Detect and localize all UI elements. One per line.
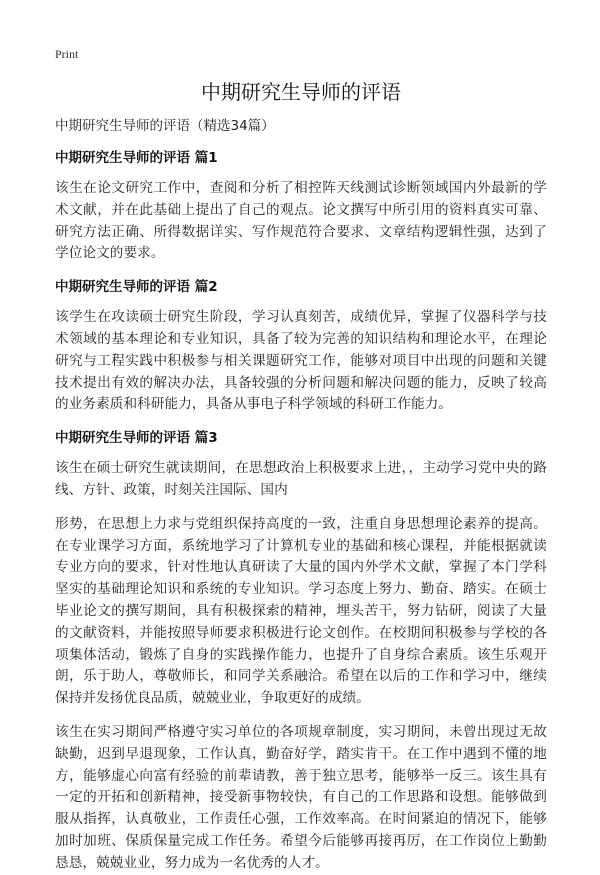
paragraph: 形势，在思想上力求与党组织保持高度的一致，注重自身思想理论素养的提高。在专业课学习方面，系统地学习了计算机专业的基础和核心课程，并能根据就读专业方向的要求，针对性地认真研读了大量的国内外学术文献，掌握了本门学科坚实的基础理论知识和系统的专业知识。学习态度上努力、勤奋、踏实。在硕士毕业论文的撰写期间，具有积极探索的精神，埋头苦干，努力钻研，阅读了大量的文献资料，并能按照导师要求积极进行论文创作。在校期间积极参与学校的各项集体活动，锻炼了自身的实践操作能力，也提升了自身综合素质。该生乐观开朗，乐于助人，尊敬师长，和同学关系融洽。希望在以后的工作和学习中，继续保持并发扬优良品质，兢兢业业，争取更好的成绩。 [55,515,547,707]
section-3 [55,428,547,874]
section-heading: 中期研究生导师的评语 篇3 [55,430,218,447]
section-heading: 中期研究生导师的评语 篇1 [55,150,218,166]
print-link[interactable]: Print [55,47,79,61]
document-page [55,44,547,875]
page-title: 中期研究生导师的评语 [201,80,401,104]
document-subtitle: 中期研究生导师的评语（精选34篇） [55,118,275,134]
section-heading: 中期研究生导师的评语 篇2 [55,279,218,296]
paragraph: 该生在硕士研究生就读期间，在思想政治上积极要求上进，，主动学习党中央的路线、方针、政策，时刻关注国际、国内 [55,460,547,498]
paragraph: 该学生在攻读硕士研究生阶段，学习认真刻苦，成绩优异，掌握了仪器科学与技术领域的基本理论和专业知识，具备了较为完善的知识结构和理论水平，在理论研究与工程实践中积极参与相关课题研究工作，能够对项目中出现的问题和关键技术提出有效的解决办法，具备较强的分析问题和解决问题的能力，反映了较高的业务素质和科研能力，具备从事电子科学领域的科研工作能力。 [55,309,547,413]
section-2 [55,277,547,416]
paragraph: 该生在实习期间严格遵守实习单位的各项规章制度，实习期间，未曾出现过无故缺勤，迟到早退现象，工作认真，勤奋好学，踏实肯干。在工作中遇到不懂的地方，能够虚心向富有经验的前辈请教，善于独立思考，能够举一反三。该生具有一定的开拓和创新精神，接受新事物较快，有自己的工作思路和设想。能够做到服从指挥，认真敬业，工作责任心强，工作效率高。在时间紧迫的情况下，能够加时加班、保质保量完成工作任务。希望今后能够再接再厉，在工作岗位上勤勤恳恳，兢兢业业，努力成为一名优秀的人才。 [55,723,547,871]
paragraph: 该生在论文研究工作中，查阅和分析了相控阵天线测试诊断领域国内外最新的学术文献，并在此基础上提出了自己的观点。论文撰写中所引用的资料真实可靠、研究方法正确、所得数据详实、写作规范符合要求、文章结构逻辑性强，达到了学位论文的要求。 [55,180,547,262]
section-1 [55,148,547,265]
